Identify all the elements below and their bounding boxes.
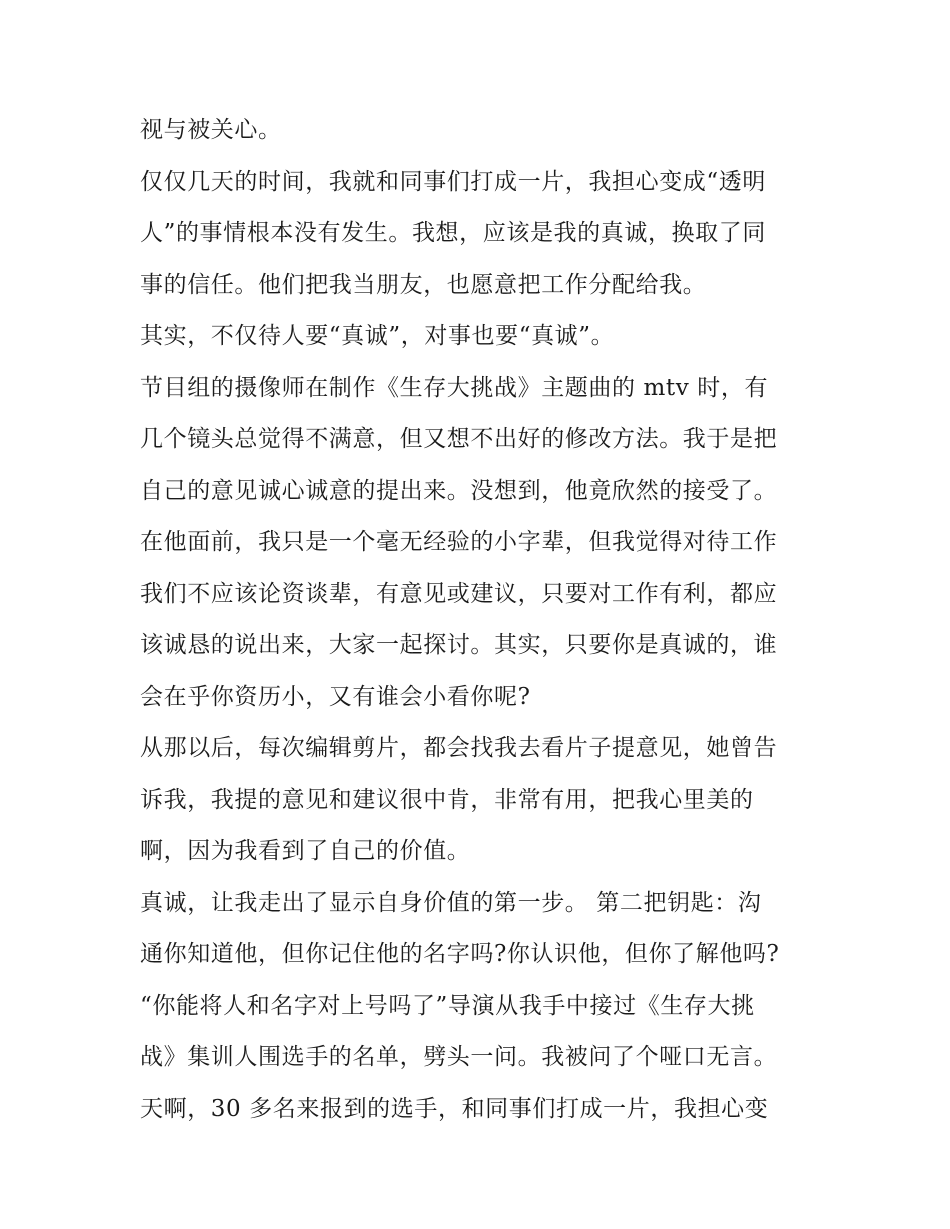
text-line: 事的信任。他们把我当朋友，也愿意把工作分配给我。 bbox=[140, 271, 707, 298]
text-line: 节目组的摄像师在制作《生存大挑战》主题曲的 mtv 时，有 bbox=[140, 374, 769, 401]
text-line: 几个镜头总觉得不满意，但又想不出好的修改方法。我于是把 bbox=[140, 426, 778, 452]
text-line: 战》集训人围选手的名单，劈头一问。我被问了个哑口无言。 bbox=[140, 1044, 778, 1070]
text-line: 会在乎你资历小，又有谁会小看你呢? bbox=[140, 683, 531, 710]
text-line: 啊，因为我看到了自己的价值。 bbox=[140, 838, 471, 864]
text-line: 真诚，让我走出了显示自身价值的第一步。 第二把钥匙：沟 bbox=[140, 889, 762, 916]
text-line: 自己的意见诚心诚意的提出来。没想到，他竟欣然的接受了。 bbox=[140, 477, 778, 504]
text-line: 人”的事情根本没有发生。我想，应该是我的真诚，换取了同 bbox=[140, 220, 766, 246]
body-text bbox=[140, 108, 820, 1138]
text-line: 从那以后，每次编辑剪片，都会找我去看片子提意见，她曾告 bbox=[140, 735, 778, 761]
text-line: 仅仅几天的时间，我就和同事们打成一片，我担心变成“透明 bbox=[140, 168, 766, 195]
text-line: 在他面前，我只是一个毫无经验的小字辈，但我觉得对待工作 bbox=[140, 529, 778, 555]
text-line: 诉我，我提的意见和建议很中肯，非常有用，把我心里美的 bbox=[140, 786, 754, 813]
text-line: “你能将人和名字对上号吗了”导演从我手中接过《生存大挑 bbox=[140, 992, 755, 1019]
text-line: 视与被关心。 bbox=[140, 117, 282, 143]
text-line: 天啊，30 多名来报到的选手，和同事们打成一片，我担心变 bbox=[140, 1095, 769, 1122]
text-line: 该诚恳的说出来，大家一起探讨。其实，只要你是真诚的，谁 bbox=[140, 632, 778, 658]
text-line: 通你知道他，但你记住他的名字吗?你认识他，但你了解他吗? bbox=[140, 941, 780, 967]
text-line: 我们不应该论资谈辈，有意见或建议，只要对工作有利，都应 bbox=[140, 580, 778, 607]
text-line: 其实，不仅待人要“真诚”，对事也要“真诚”。 bbox=[140, 323, 615, 349]
